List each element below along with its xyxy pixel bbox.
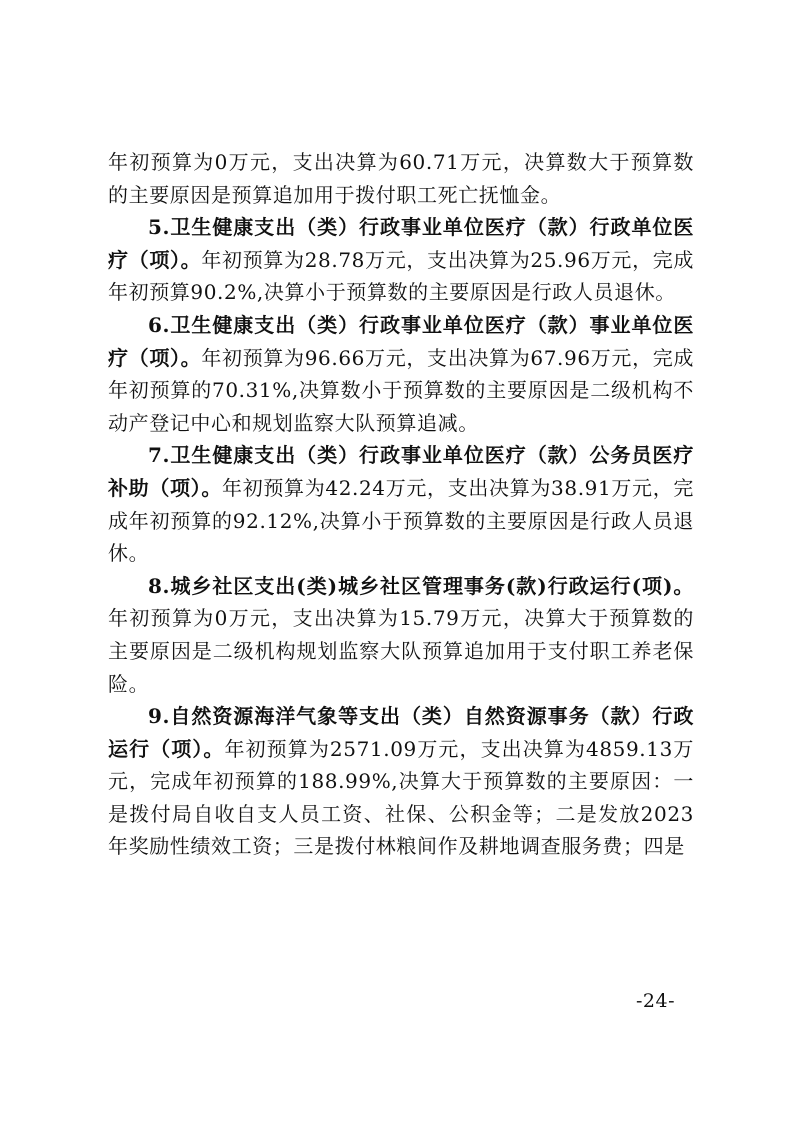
paragraph-4-heading: 7.卫生健康支出（类）行政事业单位医疗（款）公务员医疗补助（项）。 [108, 443, 694, 500]
paragraph-1-text: 年初预算为0万元，支出决算为60.71万元，决算数大于预算数的主要原因是预算追加用于拨付职工死亡抚恤金。 [108, 150, 694, 207]
paragraph-6-heading: 9.自然资源海洋气象等支出（类）自然资源事务（款）行政运行（项）。 [108, 704, 694, 761]
paragraph-5 [108, 570, 694, 700]
paragraph-4 [108, 439, 694, 569]
paragraph-3-heading: 6.卫生健康支出（类）行政事业单位医疗（款）事业单位医疗（项）。 [108, 312, 694, 370]
paragraph-2-text: 年初预算为28.78万元，支出决算为25.96万元，完成年初预算90.2%,决算小于预算数的主要原因是行政人员退休。 [108, 247, 695, 305]
paragraph-2 [108, 211, 694, 309]
paragraph-5-heading: 8.城乡社区支出(类)城乡社区管理事务(款)行政运行(项)。 [148, 573, 694, 598]
paragraph-5-text: 年初预算为0万元，支出决算为15.79万元，决算大于预算数的主要原因是二级机构规划监察大队预算追加用于支付职工养老保险。 [108, 606, 694, 696]
paragraph-4-text: 年初预算为42.24万元，支出决算为38.91万元，完成年初预算的92.12%,决算小于预算数的主要原因是行政人员退休。 [108, 475, 694, 566]
page-number: -24- [636, 990, 676, 1012]
paragraph-1 [108, 146, 694, 211]
paragraph-3-text: 年初预算为96.66万元，支出决算为67.96万元，完成年初预算的70.31%,决算数小于预算数的主要原因是二级机构不动产登记中心和规划监察大队预算追减。 [108, 345, 695, 435]
paragraph-6-text: 年初预算为2571.09万元，支出决算为4859.13万元，完成年初预算的188.99%,决算大于预算数的主要原因：一是拨付局自收自支人员工资、社保、公积金等；二是发放2023年奖励性绩效工资；三是拨付林粮间作及耕地调查服务费；四是 [108, 736, 694, 859]
paragraph-2-heading: 5.卫生健康支出（类）行政事业单位医疗（款）行政单位医疗（项）。 [108, 215, 694, 272]
paragraph-3 [108, 309, 694, 439]
body-text [108, 146, 694, 863]
paragraph-6 [108, 700, 694, 863]
